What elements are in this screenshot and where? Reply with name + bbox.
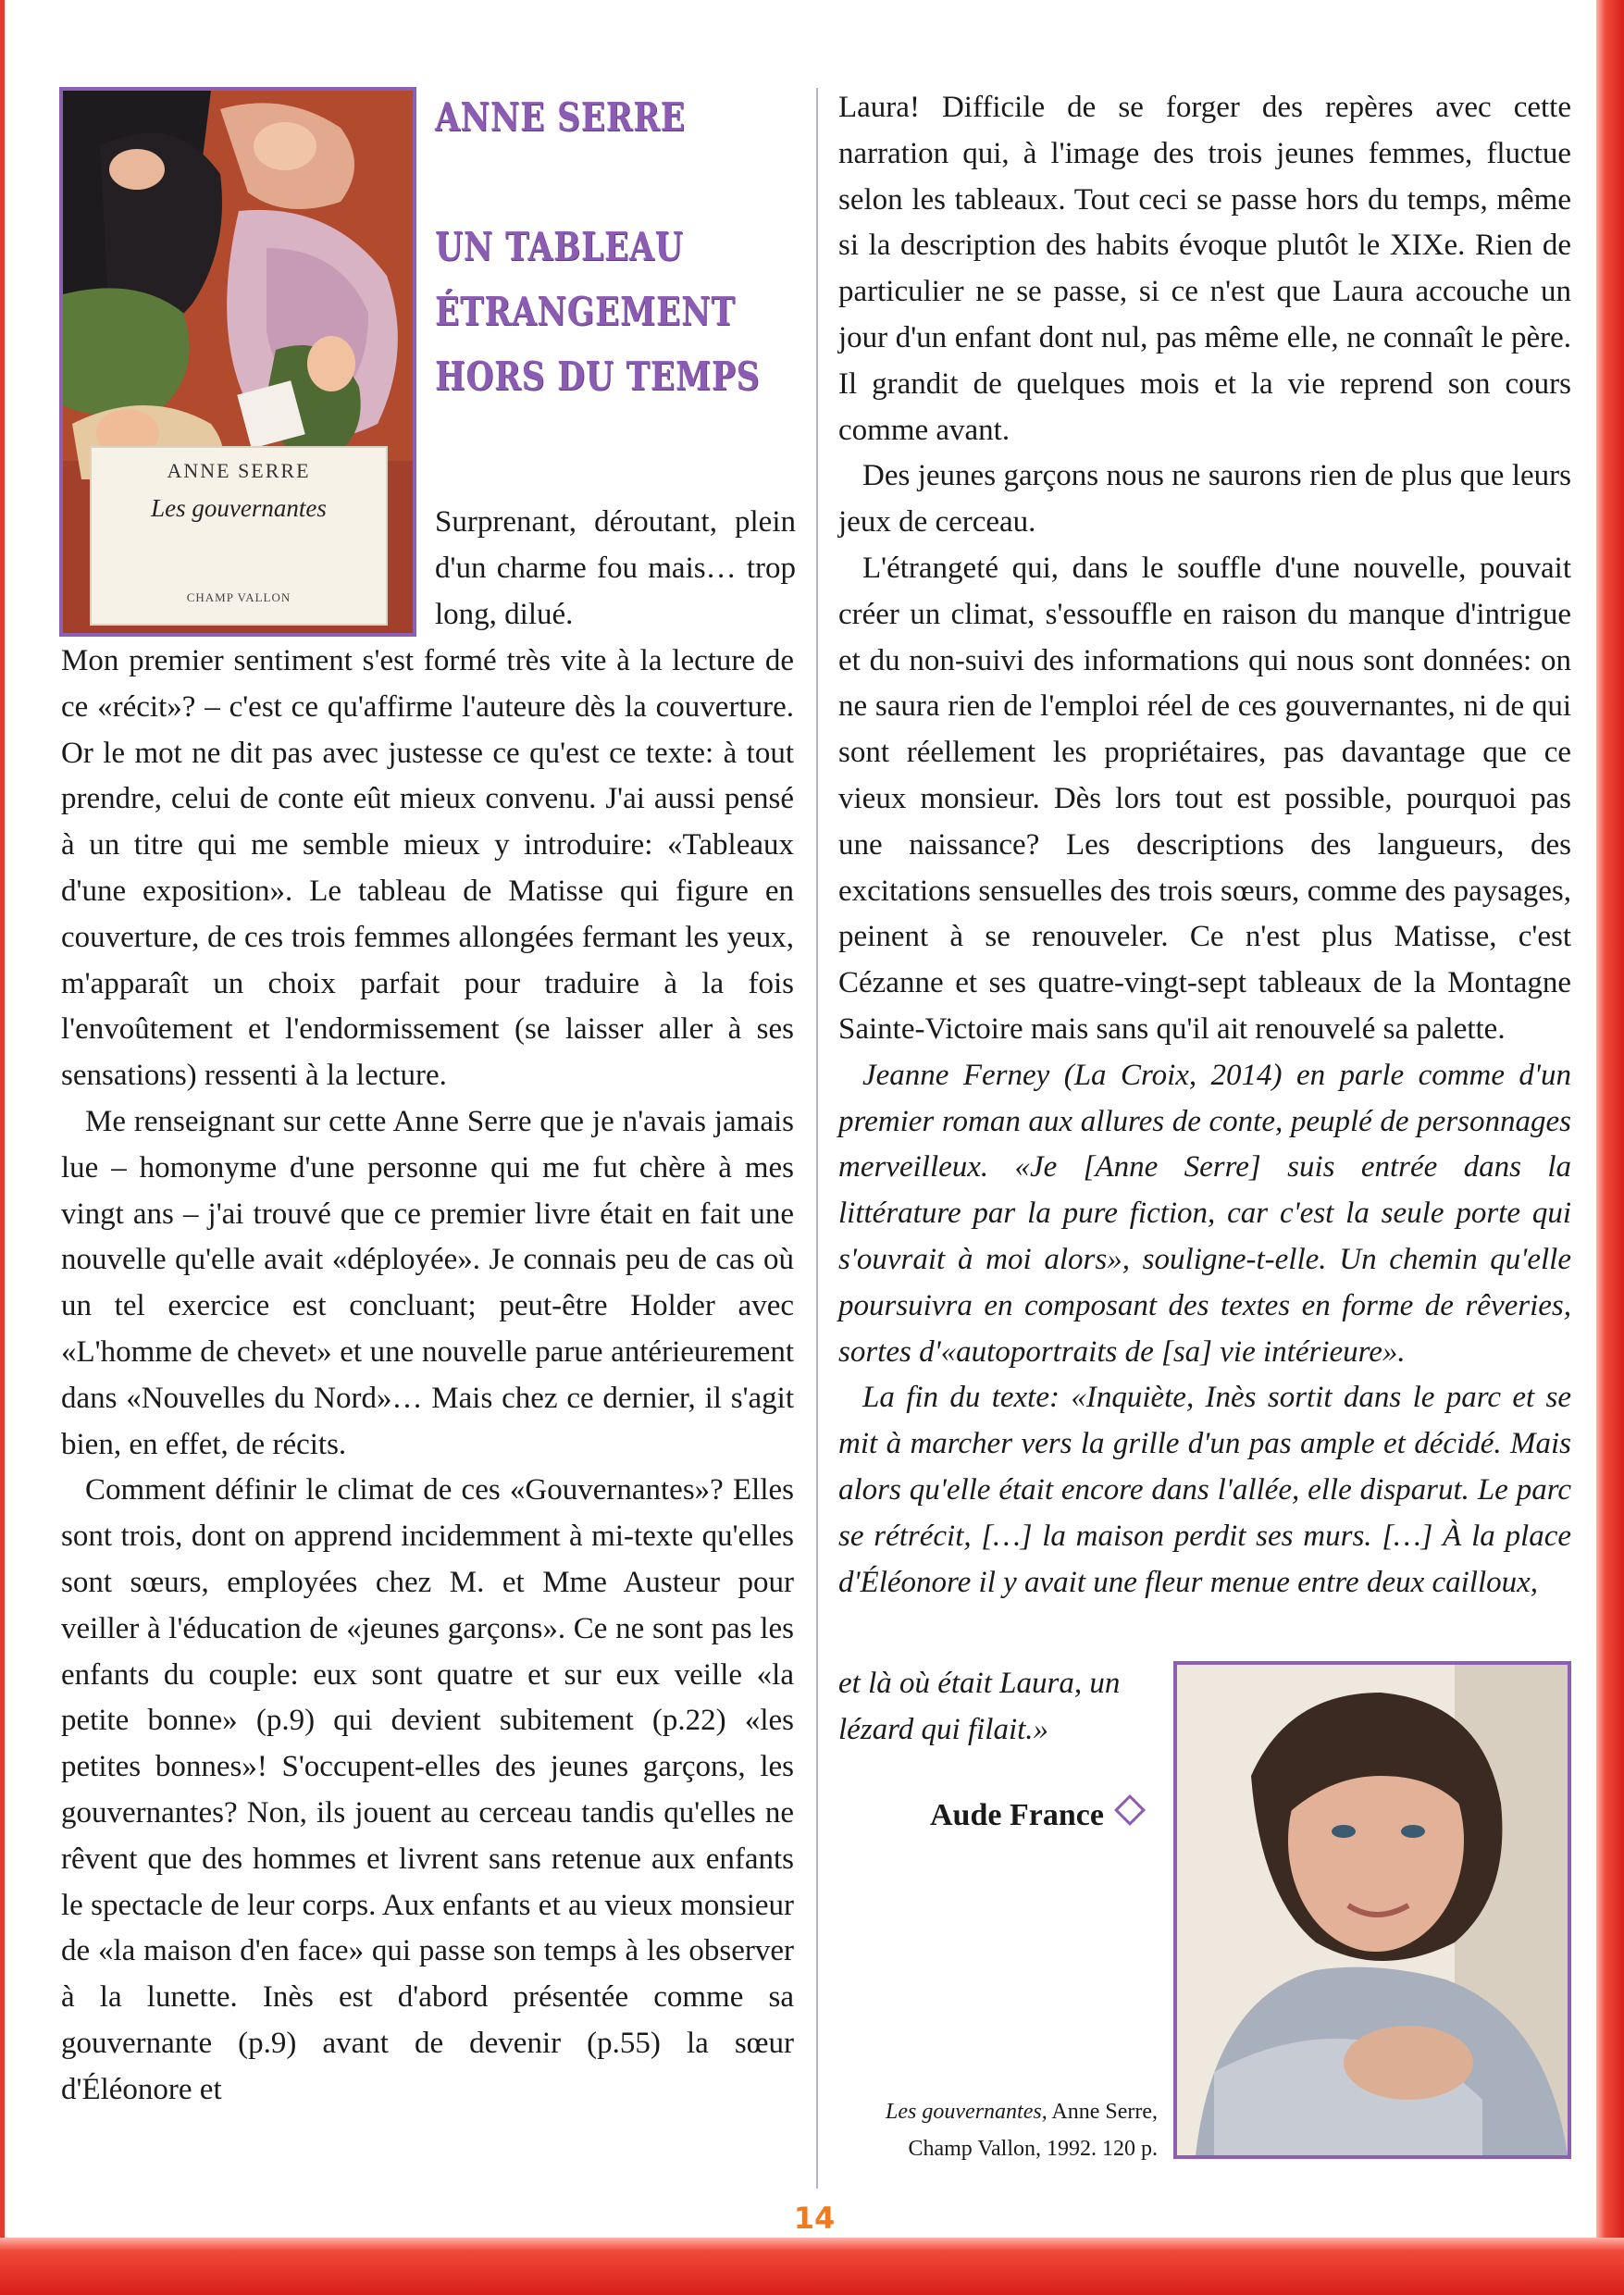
diamond-icon <box>1114 1794 1146 1826</box>
lead-text: Surprenant, déroutant, plein d'un charme fou mais… trop long, dilué. <box>435 505 796 631</box>
left-border <box>0 0 5 2295</box>
book-cover-image <box>59 87 416 637</box>
cover-title: Les gouvernantes <box>151 494 327 522</box>
headline-line-2: ÉTRANGEMENT <box>435 289 736 334</box>
col1-paragraph-1: Mon premier sentiment s'est formé très vite à la lecture de ce «récit»? – c'est ce qu'affirme l'auteure dès la couverture. Or le mot ne dit pas avec justesse ce qu'est ce texte: à tout prendre, celui de conte eût mieux convenu. J'ai aussi pensé à un titre qui me semble mieux y introduire: «Tableaux d'une exposition». Le tableau de Matisse qui figure en couverture, de ces trois femmes allongées fermant les yeux, m'apparaît un choix parfait pour traduire à la fois l'envoûtement et l'endormissement (se laisser aller à ses sensations) ressenti à la lecture. <box>61 644 794 1093</box>
page-number: 14 <box>793 2201 836 2236</box>
headline-line-1: UN TABLEAU <box>435 224 684 269</box>
col2-paragraph-5: La fin du texte: «Inquiète, Inès sortit dans le parc et se mit à marcher vers la grille d'un pas ample et décidé. Mais alors qu'elle était encore dans l'allée, elle disparut. Le parc se rétrécit, […] la maison perdit ses murs. […] À la place d'Éléonore il y avait une fleur menue entre deux cailloux, <box>838 1381 1571 1599</box>
col1-paragraph-3: Comment définir le climat de ces «Gouvernantes»? Elles sont trois, dont on apprend incidemment à mi-texte qu'elles sont sœurs, employées chez M. et Mme Austeur pour veiller à l'éducation de «jeunes garçons». Ce ne sont pas les enfants du couple: eux sont quatre et sur eux veille «la petite bonne» (p.9) qui devient subitement (p.22) «les petites bonnes»! S'occupent-elles des jeunes garçons, les gouvernantes? Non, ils jouent au cerceau tandis qu'elles ne rêvent que des hommes et livrent sans retenue aux enfants le spectacle de leur corps. Aux enfants et au vieux monsieur de «la maison d'en face» qui passe son temps à les observer à la lunette. Inès est d'abord présentée comme sa gouvernante (p.9) avant de devenir (p.55) la sœur d'Éléonore et <box>61 1473 794 2106</box>
author-portrait <box>1177 1665 1568 2155</box>
col2-paragraph-2: Des jeunes garçons nous ne saurons rien de plus que leurs jeux de cerceau. <box>838 459 1571 540</box>
caption-publisher: Champ Vallon, 1992. 120 p. <box>908 2137 1158 2161</box>
column-right <box>838 85 1571 1606</box>
col2-paragraph-1: Laura! Difficile de se forger des repères avec cette narration qui, à l'image des trois jeunes femmes, fluctue selon les tableaux. Tout ceci se passe hors du temps, même si la description des habits évoque plutôt le XIXe. Rien de particulier ne se passe, si ce n'est que Laura accouche un jour d'un enfant dont nul, pas même elle, ne connaît le père. Il grandit de quelques mois et la vie reprend son cours comme avant. <box>838 91 1571 447</box>
column-left <box>61 639 794 2114</box>
cover-painting <box>63 91 413 633</box>
caption-author: Anne Serre, <box>1047 2100 1158 2124</box>
cover-publisher: CHAMP VALLON <box>186 590 291 604</box>
column-divider <box>816 88 818 2189</box>
right-red-border <box>1596 0 1624 2295</box>
headline-line-3: HORS DU TEMPS <box>435 354 761 399</box>
caption-title: Les gouvernantes, <box>886 2100 1048 2124</box>
article-headline <box>435 85 761 409</box>
col2-paragraph-3: L'étrangeté qui, dans le souffle d'une nouvelle, pouvait créer un climat, s'essouffle en raison du manque d'intrigue et du non-suivi des informations qui nous sont données: on ne saura rien de l'emploi réel de ces gouvernantes, ni de qui sont réellement les propriétaires, pas davantage que ce vieux monsieur. Dès lors tout est possible, pourquoi pas une naissance? Les descriptions des langueurs, des excitations sensuelles des trois sœurs, comme des paysages, peinent à se renouveler. Ce n'est plus Matisse, c'est Cézanne et ses quatre-vingt-sept tableaux de la Montagne Sainte-Victoire mais sans qu'il ait renouvelé sa palette. <box>838 551 1571 1046</box>
author-signature <box>930 1798 1141 1833</box>
signature-name: Aude France <box>930 1798 1104 1832</box>
book-reference-caption <box>838 2093 1158 2167</box>
cover-author: ANNE SERRE <box>167 459 311 482</box>
bottom-red-border <box>0 2238 1624 2295</box>
author-photo <box>1173 1661 1571 2159</box>
col2-paragraph-4: Jeanne Ferney (La Croix, 2014) en parle comme d'un premier roman aux allures de conte, peuplé de personnages merveilleux. «Je [Anne Serre] suis entrée dans la littérature par la pure fiction, car c'est la seule porte qui s'ouvrait à moi alors», souligne-t-elle. Un chemin qu'elle poursuivra en composant des textes en forme de rêveries, sortes d'«autoportraits de [sa] vie intérieure». <box>838 1058 1571 1369</box>
col2-closing-quote: et là où était Laura, un lézard qui filait.» <box>838 1667 1121 1746</box>
lead-paragraph <box>435 500 796 638</box>
col1-paragraph-2: Me renseignant sur cette Anne Serre que je n'avais jamais lue – homonyme d'une personne qui me fut chère à mes vingt ans – j'ai trouvé que ce premier livre était en fait une nouvelle qu'elle avait «déployée». Je connais peu de cas où un tel exercice est concluant; peut-être Holder avec «L'homme de chevet» et une nouvelle parue antérieurement dans «Nouvelles du Nord»… Mais chez ce dernier, il s'agit bien, en effet, de récits. <box>61 1104 794 1461</box>
column-right-continuation <box>838 1661 1158 1754</box>
headline-author: ANNE SERRE <box>435 94 686 140</box>
